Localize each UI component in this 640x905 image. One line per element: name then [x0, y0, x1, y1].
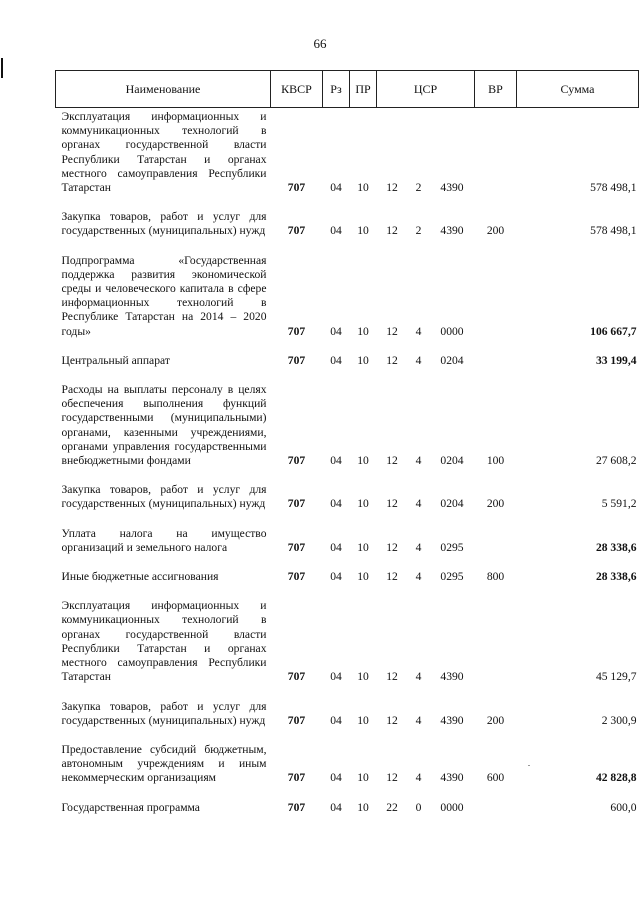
col-header-vr: ВР: [475, 71, 517, 108]
row-sum: 42 828,8: [595, 771, 637, 785]
row-csr-part2: 4: [415, 713, 422, 727]
row-rz: 04: [330, 324, 342, 338]
col-header-csr: ЦСР: [377, 71, 475, 108]
row-sum: 578 498,1: [590, 181, 637, 195]
row-vr: [475, 108, 517, 199]
row-csr-part1: 12: [386, 454, 398, 468]
row-sum: 45 129,7: [595, 670, 637, 684]
row-spacer: [56, 242, 639, 252]
row-name: Эксплуатация информационных и коммуникационных технологий в органах государственной власти Республики Татарстан и органах местного самоуправления Республики Татарстан: [61, 110, 267, 195]
row-pr: 10: [357, 454, 369, 468]
row-csr-part1: 12: [386, 540, 398, 554]
row-rz: 04: [330, 353, 342, 367]
row-kvsr: 707: [287, 540, 306, 554]
row-csr-part1: 12: [386, 181, 398, 195]
row-csr-part3: 4390: [440, 224, 464, 238]
row-sum: 5 591,2: [601, 497, 637, 511]
row-csr-part1: 12: [386, 497, 398, 511]
row-csr-part3: 4390: [440, 771, 464, 785]
row-spacer: [56, 731, 639, 741]
row-csr-part2: 0: [415, 800, 422, 814]
row-rz: 04: [330, 224, 342, 238]
table-row: [56, 568, 639, 587]
margin-mark: [1, 58, 3, 78]
col-header-kvsr: КВСР: [271, 71, 323, 108]
row-sum: 600,0: [610, 800, 637, 814]
row-sum: 27 608,2: [595, 454, 637, 468]
row-name: Предоставление субсидий бюджетным, автономным учреждениям и иным некоммерческим организациям: [61, 742, 267, 785]
row-csr-part3: 0204: [440, 353, 464, 367]
row-csr-part3: 0204: [440, 497, 464, 511]
row-kvsr: 707: [287, 771, 306, 785]
table-header-row: [56, 71, 639, 108]
budget-table: [55, 70, 639, 818]
row-csr-part1: 12: [386, 713, 398, 727]
row-pr: 10: [357, 324, 369, 338]
row-rz: 04: [330, 570, 342, 584]
row-rz: 04: [330, 771, 342, 785]
row-spacer: [56, 471, 639, 481]
row-spacer: [56, 198, 639, 208]
page-number: 66: [313, 36, 327, 51]
row-pr: 10: [357, 771, 369, 785]
row-kvsr: 707: [287, 454, 306, 468]
row-spacer: [56, 587, 639, 597]
row-sum: 28 338,6: [595, 570, 637, 584]
row-name: Расходы на выплаты персоналу в целях обеспечения выполнения функций государственными (муниципальными) органами, казенными учреждениями, органами управления государственными внебюджетными фондами: [61, 383, 267, 468]
row-name: Государственная программа: [61, 800, 200, 814]
row-csr-part2: 4: [415, 540, 422, 554]
row-csr-part2: 4: [415, 353, 422, 367]
row-csr-part2: 4: [415, 771, 422, 785]
table-row: [56, 208, 639, 241]
row-vr: 600: [486, 771, 505, 785]
row-csr-part3: 0295: [440, 540, 464, 554]
row-spacer: [56, 789, 639, 799]
table-body: [56, 108, 639, 818]
row-name: Иные бюджетные ассигнования: [61, 570, 219, 584]
row-csr-part3: 0000: [440, 324, 464, 338]
row-kvsr: 707: [287, 224, 306, 238]
row-spacer: [56, 342, 639, 352]
row-rz: 04: [330, 181, 342, 195]
row-rz: 04: [330, 454, 342, 468]
row-csr-part3: 0295: [440, 570, 464, 584]
row-name: Закупка товаров, работ и услуг для государственных (муниципальных) нужд: [61, 210, 267, 238]
row-name: Закупка товаров, работ и услуг для государственных (муниципальных) нужд: [61, 483, 267, 511]
row-rz: 04: [330, 800, 342, 814]
row-pr: 10: [357, 670, 369, 684]
table-row: [56, 741, 639, 789]
row-sum: 33 199,4: [595, 353, 637, 367]
row-csr-part2: 4: [415, 670, 422, 684]
row-sum: 2 300,9: [601, 713, 637, 727]
row-vr: 200: [486, 497, 505, 511]
row-kvsr: 707: [287, 570, 306, 584]
row-sum: 106 667,7: [590, 324, 637, 338]
row-kvsr: 707: [287, 800, 306, 814]
table-row: [56, 108, 639, 199]
row-kvsr: 707: [287, 324, 306, 338]
row-name: Уплата налога на имущество организаций и земельного налога: [61, 526, 267, 554]
row-name: Закупка товаров, работ и услуг для государственных (муниципальных) нужд: [61, 699, 267, 727]
row-csr-part3: 0000: [440, 800, 464, 814]
table-row: [56, 352, 639, 371]
row-csr-part1: 12: [386, 353, 398, 367]
row-sum: 578 498,1: [590, 224, 637, 238]
row-csr-part2: 4: [415, 324, 422, 338]
row-csr-part1: 12: [386, 224, 398, 238]
row-csr-part1: 12: [386, 324, 398, 338]
row-csr-part2: 2: [415, 181, 422, 195]
row-kvsr: 707: [287, 353, 306, 367]
row-name: Эксплуатация информационных и коммуникационных технологий в органах государственной власти Республики Татарстан и органах местного самоуправления Республики Татарстан: [61, 599, 267, 684]
col-header-rz: Рз: [323, 71, 350, 108]
row-vr: 200: [486, 224, 505, 238]
table-row: [56, 597, 639, 687]
row-name: Центральный аппарат: [61, 353, 170, 367]
row-sum: 28 338,6: [595, 540, 637, 554]
row-kvsr: 707: [287, 497, 306, 511]
row-vr: 800: [486, 570, 505, 584]
row-pr: 10: [357, 224, 369, 238]
row-csr-part1: 22: [386, 800, 398, 814]
row-vr: [475, 799, 517, 818]
col-header-sum: Сумма: [517, 71, 639, 108]
row-csr-part2: 4: [415, 570, 422, 584]
row-csr-part3: 0204: [440, 454, 464, 468]
row-pr: 10: [357, 713, 369, 727]
table-row: [56, 252, 639, 342]
row-csr-part3: 4390: [440, 713, 464, 727]
row-kvsr: 707: [287, 713, 306, 727]
row-vr: 100: [486, 454, 505, 468]
row-pr: 10: [357, 181, 369, 195]
table-row: [56, 525, 639, 558]
row-csr-part3: 4390: [440, 670, 464, 684]
row-csr-part2: 4: [415, 497, 422, 511]
row-rz: 04: [330, 713, 342, 727]
row-vr: [475, 252, 517, 342]
row-vr: [475, 525, 517, 558]
row-pr: 10: [357, 570, 369, 584]
row-name: Подпрограмма «Государственная поддержка развития экономической среды и человеческого капитала в сфере информационных технологий в Республике Татарстан на 2014 – 2020 годы»: [61, 253, 267, 338]
row-vr: 200: [486, 713, 505, 727]
row-csr-part3: 4390: [440, 181, 464, 195]
row-kvsr: 707: [287, 181, 306, 195]
table-row: [56, 381, 639, 471]
table-row: [56, 799, 639, 818]
row-rz: 04: [330, 497, 342, 511]
row-csr-part2: 2: [415, 224, 422, 238]
row-spacer: [56, 558, 639, 568]
row-pr: 10: [357, 353, 369, 367]
row-csr-part1: 12: [386, 670, 398, 684]
table-row: [56, 481, 639, 514]
row-spacer: [56, 371, 639, 381]
row-csr-part2: 4: [415, 454, 422, 468]
row-pr: 10: [357, 497, 369, 511]
row-rz: 04: [330, 670, 342, 684]
row-rz: 04: [330, 540, 342, 554]
row-csr-part1: 12: [386, 570, 398, 584]
table-row: [56, 698, 639, 731]
row-vr: [475, 352, 517, 371]
col-header-name: Наименование: [56, 71, 271, 108]
row-pr: 10: [357, 540, 369, 554]
row-vr: [475, 597, 517, 687]
row-spacer: [56, 515, 639, 525]
row-csr-part1: 12: [386, 771, 398, 785]
row-pr: 10: [357, 800, 369, 814]
col-header-pr: ПР: [350, 71, 377, 108]
row-kvsr: 707: [287, 670, 306, 684]
row-spacer: [56, 688, 639, 698]
